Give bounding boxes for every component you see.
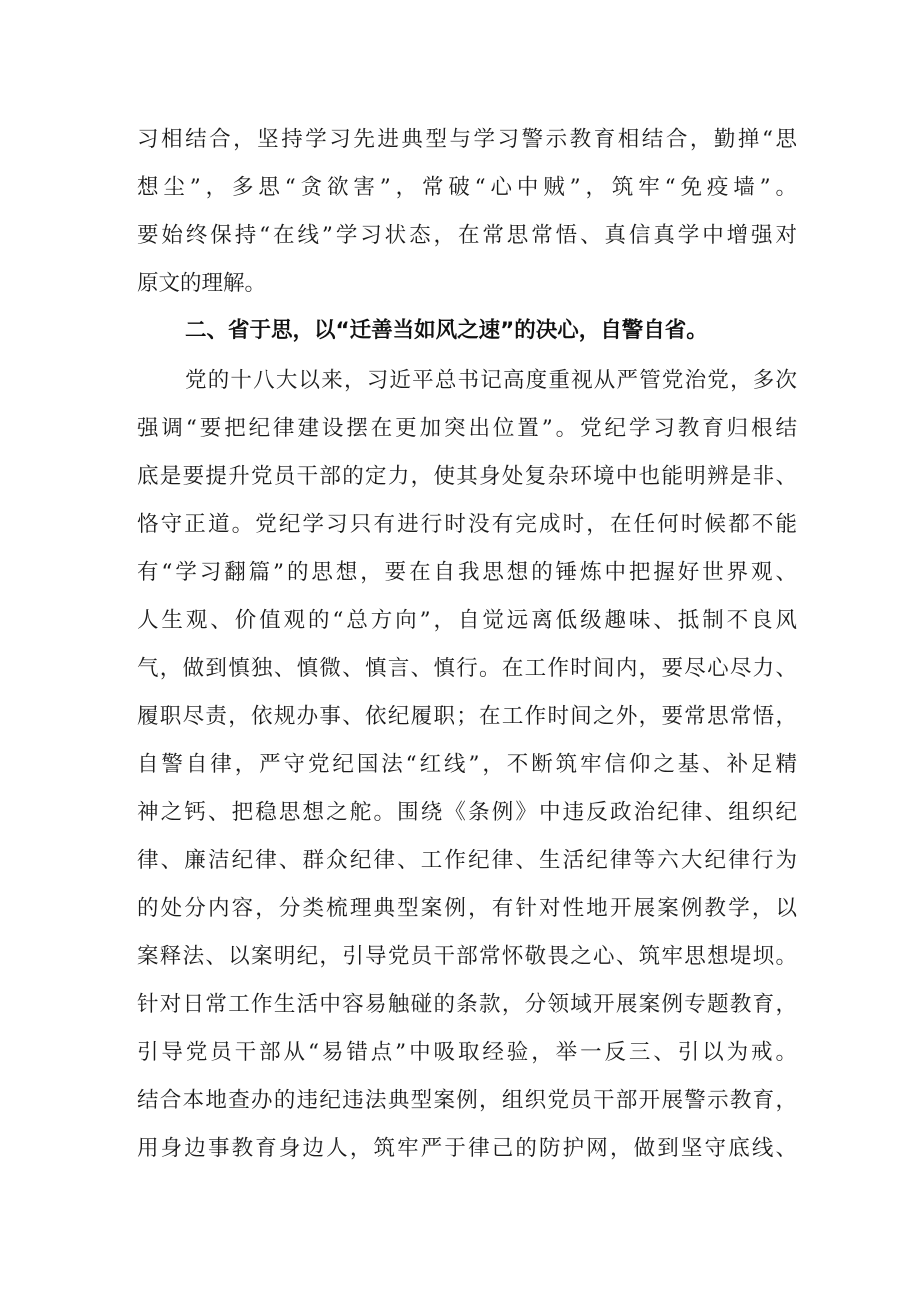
paragraph-2-line: 的处分内容，分类梳理典型案例，有针对性地开展案例教学，以 bbox=[137, 896, 797, 921]
paragraph-2-line: 用身边事教育身边人，筑牢严于律己的防护网，做到坚守底线、 bbox=[137, 1136, 797, 1161]
section-heading: 二、省于思，以“迁善当如风之速”的决心，自警自省。 bbox=[185, 318, 708, 343]
paragraph-2-line: 自警自律，严守党纪国法“红线”，不断筑牢信仰之基、补足精 bbox=[137, 752, 797, 777]
paragraph-2-line: 案释法、以案明纪，引导党员干部常怀敬畏之心、筑牢思想堤坝。 bbox=[137, 944, 797, 969]
paragraph-2-line: 引导党员干部从“易错点”中吸取经验，举一反三、引以为戒。 bbox=[137, 1040, 797, 1065]
paragraph-2-line: 气，做到慎独、慎微、慎言、慎行。在工作时间内，要尽心尽力、 bbox=[137, 656, 797, 681]
paragraph-2-line: 履职尽责，依规办事、依纪履职；在工作时间之外，要常思常悟， bbox=[137, 704, 797, 729]
paragraph-2-line: 强调“要把纪律建设摆在更加突出位置”。党纪学习教育归根结 bbox=[137, 416, 797, 441]
paragraph-2-line: 底是要提升党员干部的定力，使其身处复杂环境中也能明辨是非、 bbox=[137, 464, 797, 489]
paragraph-2-line: 人生观、价值观的“总方向”，自觉远离低级趣味、抵制不良风 bbox=[137, 608, 797, 633]
paragraph-2-line: 针对日常工作生活中容易触碰的条款，分领域开展案例专题教育， bbox=[137, 992, 797, 1017]
paragraph-1-line: 要始终保持“在线”学习状态，在常思常悟、真信真学中增强对 bbox=[137, 223, 797, 248]
paragraph-2-line: 有“学习翻篇”的思想，要在自我思想的锤炼中把握好世界观、 bbox=[137, 560, 797, 585]
paragraph-1-line: 习相结合，坚持学习先进典型与学习警示教育相结合，勤掸“思 bbox=[137, 127, 797, 152]
paragraph-2-line: 党的十八大以来，习近平总书记高度重视从严管党治党，多次 bbox=[185, 368, 797, 393]
paragraph-2-line: 神之钙、把稳思想之舵。围绕《条例》中违反政治纪律、组织纪 bbox=[137, 800, 797, 825]
paragraph-2-line: 恪守正道。党纪学习只有进行时没有完成时，在任何时候都不能 bbox=[137, 512, 797, 537]
paragraph-2-line: 律、廉洁纪律、群众纪律、工作纪律、生活纪律等六大纪律行为 bbox=[137, 848, 797, 873]
paragraph-1-line: 想尘”，多思“贪欲害”，常破“心中贼”，筑牢“免疫墙”。 bbox=[137, 175, 797, 200]
paragraph-1-line: 原文的理解。 bbox=[137, 271, 267, 296]
paragraph-2-line: 结合本地查办的违纪违法典型案例，组织党员干部开展警示教育， bbox=[137, 1088, 797, 1113]
